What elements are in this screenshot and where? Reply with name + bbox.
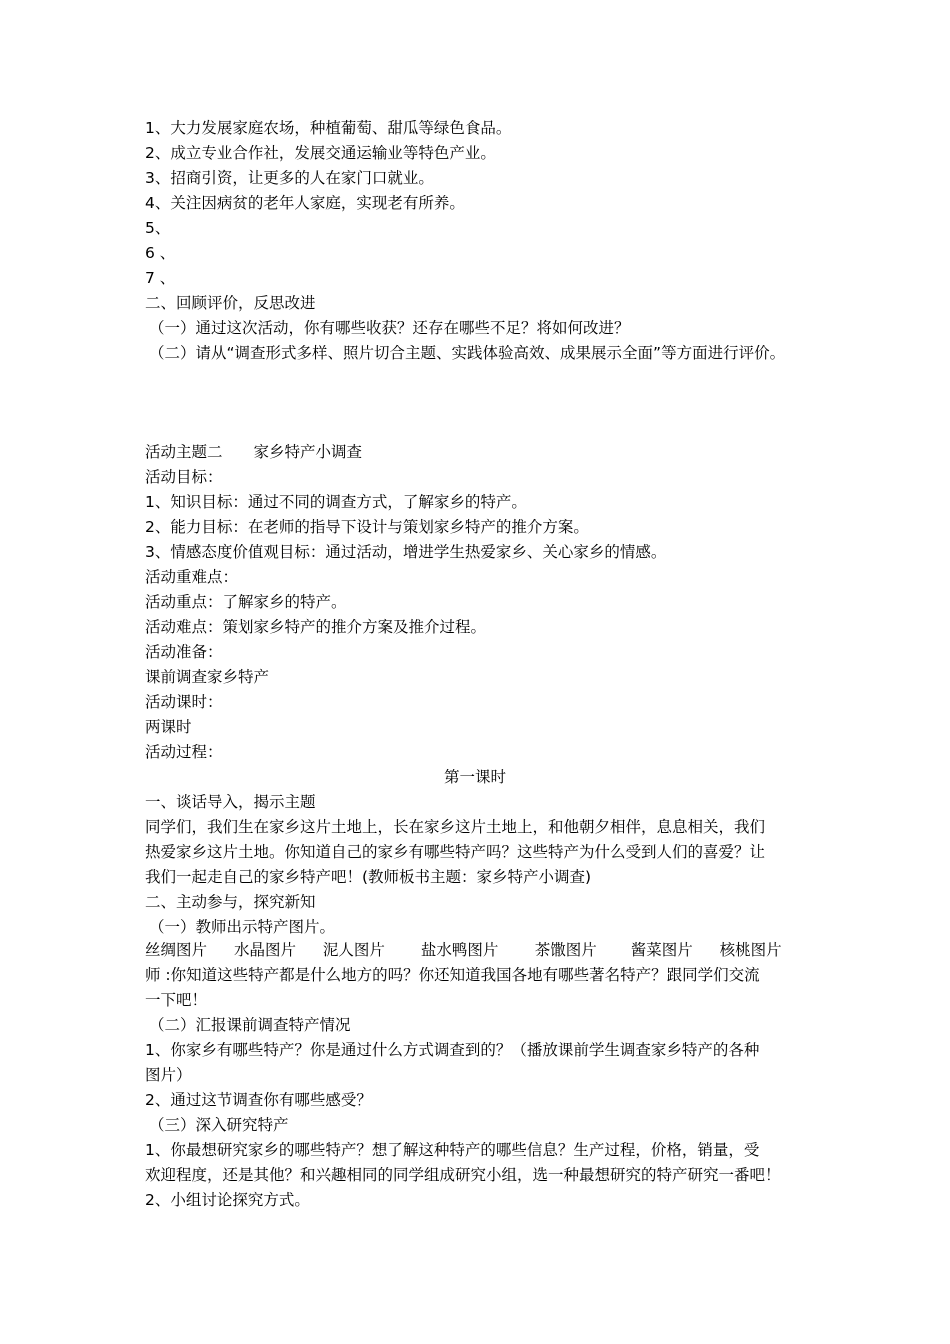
picture-label: 盐水鸭图片 xyxy=(420,941,499,959)
list-item: 4、关注因病贫的老年人家庭，实现老有所养。 xyxy=(145,194,465,212)
sub-heading: （一）教师出示特产图片。 xyxy=(149,918,336,936)
hours-label: 活动课时： xyxy=(145,693,223,711)
keypoints-label: 活动重难点： xyxy=(145,568,239,586)
goal-item: 1、知识目标：通过不同的调查方式，了解家乡的特产。 xyxy=(145,493,527,511)
section-heading: 一、谈话导入，揭示主题 xyxy=(145,793,316,811)
activity-theme: 活动主题二 家乡特产小调查 xyxy=(145,443,363,461)
picture-label: 水晶图片 xyxy=(233,941,296,959)
paragraph-line: 图片） xyxy=(145,1066,192,1084)
paragraph-line: 2、小组讨论探究方式。 xyxy=(145,1191,310,1209)
picture-label: 核桃图片 xyxy=(719,941,782,959)
goals-label: 活动目标： xyxy=(145,468,223,486)
prep-text: 课前调查家乡特产 xyxy=(145,668,270,686)
list-item: 2、成立专业合作社，发展交通运输业等特色产业。 xyxy=(145,144,496,162)
sub-heading: （二）汇报课前调查特产情况 xyxy=(149,1016,351,1034)
paragraph-line: 2、通过这节调查你有哪些感受？ xyxy=(145,1091,372,1109)
list-item: 5、 xyxy=(145,219,171,237)
sub-heading: （三）深入研究特产 xyxy=(149,1116,289,1134)
picture-list xyxy=(145,940,782,960)
prep-label: 活动准备： xyxy=(145,643,223,661)
picture-label: 丝绸图片 xyxy=(145,941,208,959)
picture-label: 酱菜图片 xyxy=(630,941,693,959)
paragraph-line: 我们一起走自己的家乡特产吧！(教师板书主题：家乡特产小调查) xyxy=(145,868,592,886)
paragraph-line: 1、你家乡有哪些特产？你是通过什么方式调查到的？（播放课前学生调查家乡特产的各种 xyxy=(145,1041,760,1059)
goal-item: 3、情感态度价值观目标：通过活动，增进学生热爱家乡、关心家乡的情感。 xyxy=(145,543,667,561)
paragraph-line: 师 :你知道这些特产都是什么地方的吗？你还知道我国各地有哪些著名特产？跟同学们交流 xyxy=(145,966,760,984)
list-item: 7 、 xyxy=(145,269,176,287)
picture-label: 茶馓图片 xyxy=(534,941,597,959)
list-item: 1、大力发展家庭农场，种植葡萄、甜瓜等绿色食品。 xyxy=(145,119,512,137)
list-item: 3、招商引资，让更多的人在家门口就业。 xyxy=(145,169,434,187)
section-heading: 二、主动参与，探究新知 xyxy=(145,893,316,911)
paragraph-line: 一下吧！ xyxy=(145,991,208,1009)
review-question: （二）请从“调查形式多样、照片切合主题、实践体验高效、成果展示全面”等方面进行评价。 xyxy=(149,344,786,362)
picture-label: 泥人图片 xyxy=(322,941,385,959)
paragraph-line: 热爱家乡这片土地。你知道自己的家乡有哪些特产吗？这些特产为什么受到人们的喜爱？让 xyxy=(145,843,766,861)
list-item: 6 、 xyxy=(145,244,176,262)
review-question: （一）通过这次活动，你有哪些收获？还存在哪些不足？将如何改进？ xyxy=(149,319,630,337)
paragraph-line: 同学们，我们生在家乡这片土地上，长在家乡这片土地上，和他朝夕相伴，息息相关，我们 xyxy=(145,818,766,836)
key-point: 活动重点：了解家乡的特产。 xyxy=(145,593,347,611)
hours-text: 两课时 xyxy=(145,718,192,736)
paragraph-line: 1、你最想研究家乡的哪些特产？想了解这种特产的哪些信息？生产过程，价格，销量，受 xyxy=(145,1141,760,1159)
section-heading: 二、回顾评价，反思改进 xyxy=(145,294,316,312)
difficulty-point: 活动难点：策划家乡特产的推介方案及推介过程。 xyxy=(145,618,487,636)
goal-item: 2、能力目标：在老师的指导下设计与策划家乡特产的推介方案。 xyxy=(145,518,589,536)
lesson-title: 第一课时 xyxy=(443,768,506,786)
process-label: 活动过程： xyxy=(145,743,223,761)
paragraph-line: 欢迎程度，还是其他？和兴趣相同的同学组成研究小组，选一种最想研究的特产研究一番吧！ xyxy=(145,1166,781,1184)
